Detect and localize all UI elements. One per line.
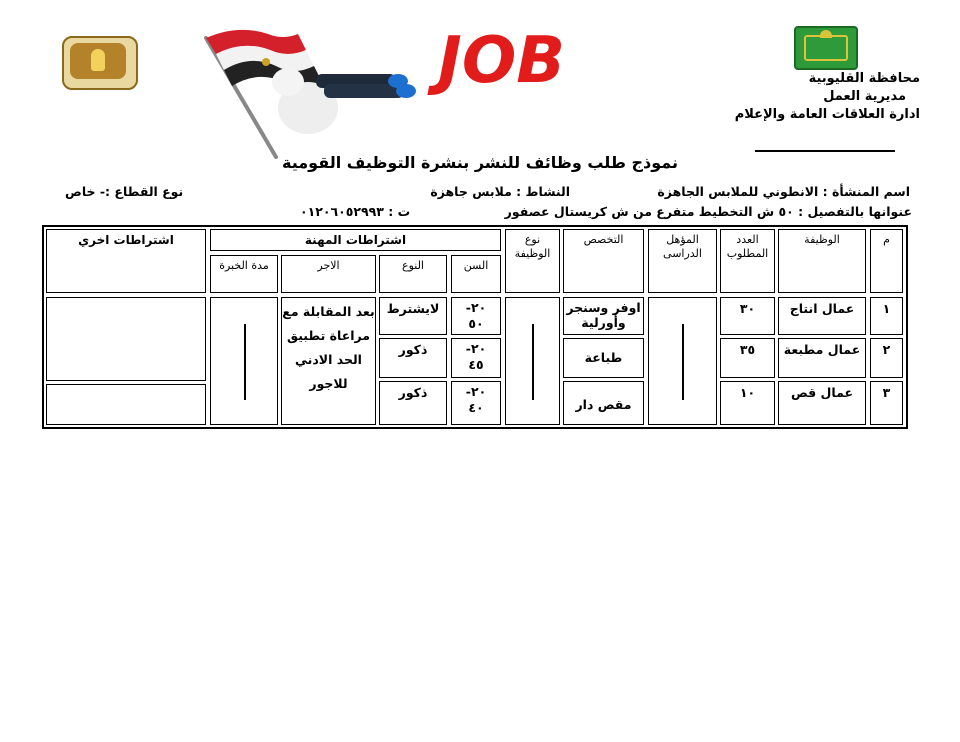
row3-job: عمال قص bbox=[778, 381, 866, 425]
header-other-conditions: اشتراطات اخري bbox=[46, 229, 206, 293]
wage-note-line-3: الحد الادني bbox=[295, 352, 362, 367]
row2-gender: ذكور bbox=[379, 338, 447, 378]
header-org-block bbox=[720, 70, 920, 124]
header-count: العدد المطلوب bbox=[720, 229, 775, 293]
row3-gender: ذكور bbox=[379, 381, 447, 425]
egypt-flag-icon bbox=[206, 30, 322, 87]
qualification-merged-cell bbox=[648, 297, 717, 425]
wage-note-line-1: بعد المقابلة مع bbox=[282, 304, 375, 319]
job-banner-graphic bbox=[198, 20, 698, 165]
empty-dash-mark bbox=[532, 324, 534, 400]
header-qualification: المؤهل الدراسى bbox=[648, 229, 717, 293]
wage-note-line-4: للاجور bbox=[309, 376, 348, 391]
job-banner-text: JOB bbox=[438, 24, 565, 98]
row2-specialty: طباعة bbox=[563, 338, 644, 378]
row3-num: ٣ bbox=[870, 381, 903, 425]
row2-num: ٢ bbox=[870, 338, 903, 378]
form-title: نموذج طلب وظائف للنشر بنشرة التوظيف القومية bbox=[282, 153, 678, 172]
directorate-logo bbox=[794, 26, 858, 70]
row1-count: ٣٠ bbox=[720, 297, 775, 335]
header-gender: النوع bbox=[379, 255, 447, 293]
department-name: ادارة العلاقات العامة والإعلام bbox=[734, 107, 920, 122]
governorate-seal-logo bbox=[62, 36, 138, 90]
row2-job: عمال مطبعة bbox=[778, 338, 866, 378]
other-conditions-cell-2 bbox=[46, 384, 206, 425]
header-job-type: نوع الوظيفة bbox=[505, 229, 560, 293]
other-conditions-cell-1 bbox=[46, 297, 206, 381]
row3-count: ١٠ bbox=[720, 381, 775, 425]
row1-age: ٢٠- ٥٠ bbox=[451, 297, 501, 335]
establishment-name: اسم المنشأة : الانطوني للملابس الجاهزة bbox=[657, 184, 910, 199]
header-job: الوظيفة bbox=[778, 229, 866, 293]
experience-merged-cell bbox=[210, 297, 278, 425]
governorate-name: محافظة القليوبية bbox=[808, 71, 920, 86]
empty-dash-mark bbox=[682, 324, 684, 400]
row3-age: ٢٠- ٤٠ bbox=[451, 381, 501, 425]
row1-job: عمال انتاج bbox=[778, 297, 866, 335]
header-wage: الاجر bbox=[281, 255, 376, 293]
activity: النشاط : ملابس جاهزة bbox=[430, 184, 570, 199]
header-specialty: التخصص bbox=[563, 229, 644, 293]
row1-num: ١ bbox=[870, 297, 903, 335]
header-num: م bbox=[870, 229, 903, 293]
row2-count: ٣٥ bbox=[720, 338, 775, 378]
phone-number: ت : ٠١٢٠٦٠٥٢٩٩٣ bbox=[300, 204, 411, 219]
job-type-merged-cell bbox=[505, 297, 560, 425]
row2-age: ٢٠- ٤٥ bbox=[451, 338, 501, 378]
address: عنوانها بالتفصيل : ٥٠ ش التخطيط متفرع من ش كريستال عصفور bbox=[504, 204, 912, 219]
row3-specialty: مقص دار bbox=[563, 381, 644, 425]
binoculars-icon bbox=[316, 74, 416, 98]
eagle-emblem-icon bbox=[91, 49, 105, 71]
row1-specialty: اوفر وسنجر وأورلية bbox=[563, 297, 644, 335]
header-experience: مدة الخبرة bbox=[210, 255, 278, 293]
wage-note-line-2: مراعاة تطبيق bbox=[286, 328, 371, 343]
header-profession-conditions: اشتراطات المهنة bbox=[210, 229, 501, 251]
header-divider bbox=[755, 150, 895, 152]
jobs-table bbox=[42, 225, 908, 429]
directorate-name: مديرية العمل bbox=[823, 89, 906, 104]
row1-gender: لايشترط bbox=[379, 297, 447, 335]
sector-type: نوع القطاع :- خاص bbox=[65, 184, 184, 199]
wage-merged-cell bbox=[281, 297, 376, 425]
header-age: السن bbox=[451, 255, 501, 293]
empty-dash-mark bbox=[244, 324, 246, 400]
